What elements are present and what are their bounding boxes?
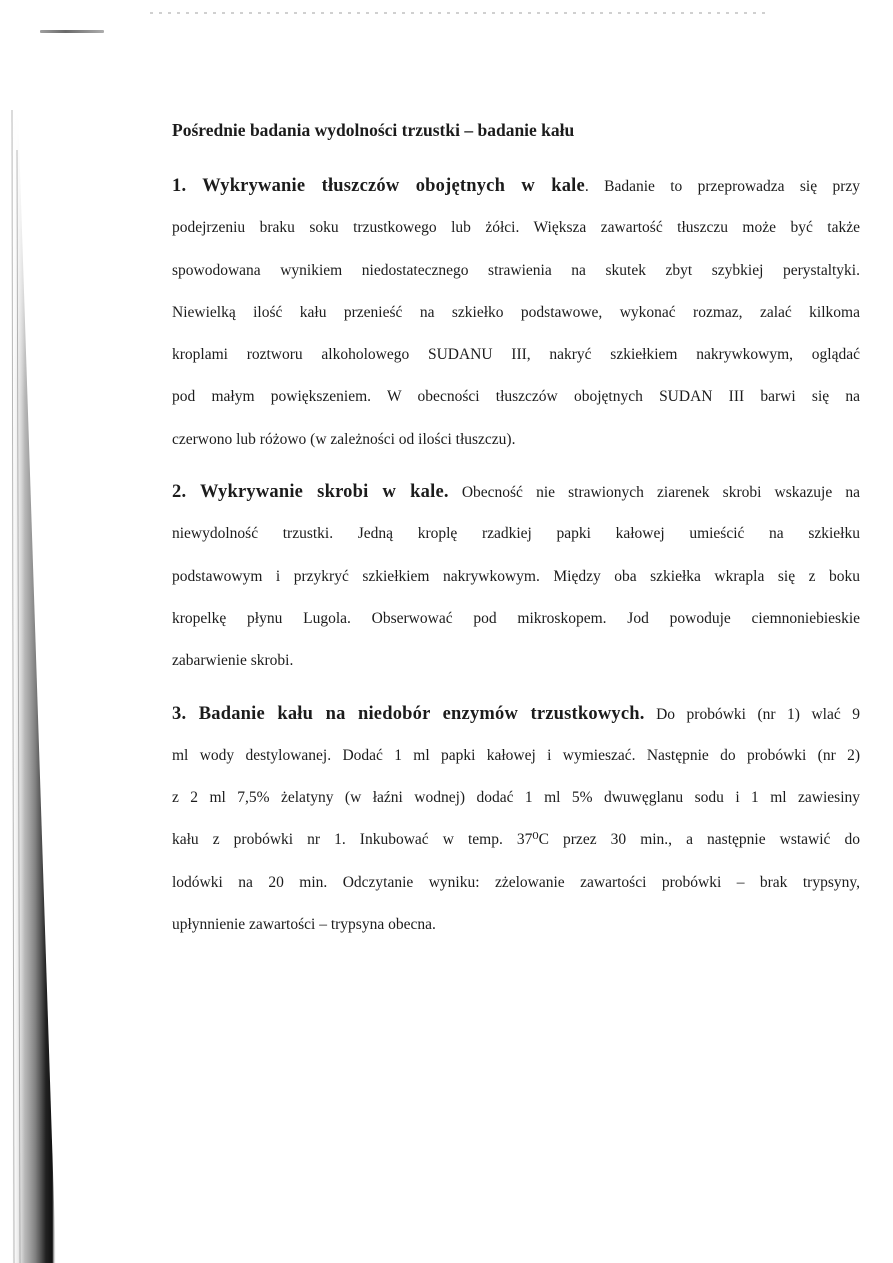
section-enzyme-deficiency	[172, 693, 860, 947]
paragraph-text: Do probówki (nr 1) wlać 9	[644, 705, 860, 723]
paragraph-line: kroplami roztworu alkoholowego SUDANU III, nakryć szkiełkiem nakrywkowym, oglądać	[172, 346, 860, 364]
paragraph-line: z 2 ml 7,5% żelatyny (w łaźni wodnej) dodać 1 ml 5% dwuwęglanu sodu i 1 ml zawiesiny	[172, 789, 860, 807]
paragraph-line: spowodowana wynikiem niedostatecznego strawienia na skutek zbyt szybkiej perystaltyki.	[172, 261, 860, 279]
paragraph-line: zabarwienie skrobi.	[172, 652, 294, 670]
section-fat-detection	[172, 165, 860, 461]
section-heading: 1. Wykrywanie tłuszczów obojętnych w kale	[172, 176, 585, 196]
document-title: Pośrednie badania wydolności trzustki – badanie kału	[172, 120, 575, 140]
paragraph-line: kału z probówki nr 1. Inkubować w temp. 37⁰C przez 30 min., a następnie wstawić do	[172, 831, 860, 849]
section-heading: 3. Badanie kału na niedobór enzymów trzustkowych.	[172, 703, 645, 724]
scan-artifact-top	[150, 12, 770, 14]
paragraph-text: . Badanie to przeprowadza się przy	[584, 178, 860, 195]
scan-binding-edge	[0, 110, 58, 1263]
paragraph-line: lodówki na 20 min. Odczytanie wyniku: zżelowanie zawartości probówki – brak trypsyny,	[172, 873, 860, 891]
paragraph-line	[172, 693, 860, 735]
paragraph-text: Obecność nie strawionych ziarenek skrobi wskazuje na	[448, 484, 860, 502]
section-paragraph	[172, 693, 860, 947]
paragraph-line: Niewielką ilość kału przenieść na szkiełko podstawowe, wykonać rozmaz, zalać kilkoma	[172, 303, 860, 321]
paragraph-line: niewydolność trzustki. Jedną kroplę rzadkiej papki kałowej umieścić na szkiełku	[172, 525, 860, 543]
paragraph-line: ml wody destylowanej. Dodać 1 ml papki kałowej i wymieszać. Następnie do probówki (nr 2)	[172, 746, 860, 764]
section-heading: 2. Wykrywanie skrobi w kale.	[172, 482, 449, 503]
paragraph-line: kropelkę płynu Lugola. Obserwować pod mikroskopem. Jod powoduje ciemnoniebieskie	[172, 609, 860, 627]
section-starch-detection	[172, 471, 860, 682]
section-paragraph	[172, 471, 860, 682]
section-paragraph	[172, 165, 860, 461]
paragraph-line	[172, 165, 860, 207]
paragraph-line	[172, 471, 860, 513]
paragraph-line: czerwono lub różowo (w zależności od ilości tłuszczu).	[172, 430, 516, 448]
paragraph-line: pod małym powiększeniem. W obecności tłuszczów obojętnych SUDAN III barwi się na	[172, 388, 860, 406]
paragraph-line: podejrzeniu braku soku trzustkowego lub żółci. Większa zawartość tłuszczu może być także	[172, 219, 860, 237]
paragraph-line: podstawowym i przykryć szkiełkiem nakrywkowym. Między oba szkiełka wkrapla się z boku	[172, 567, 860, 585]
document-body	[172, 116, 860, 956]
paragraph-line: upłynnienie zawartości – trypsyna obecna.	[172, 916, 436, 934]
scan-artifact-mark	[40, 30, 104, 33]
